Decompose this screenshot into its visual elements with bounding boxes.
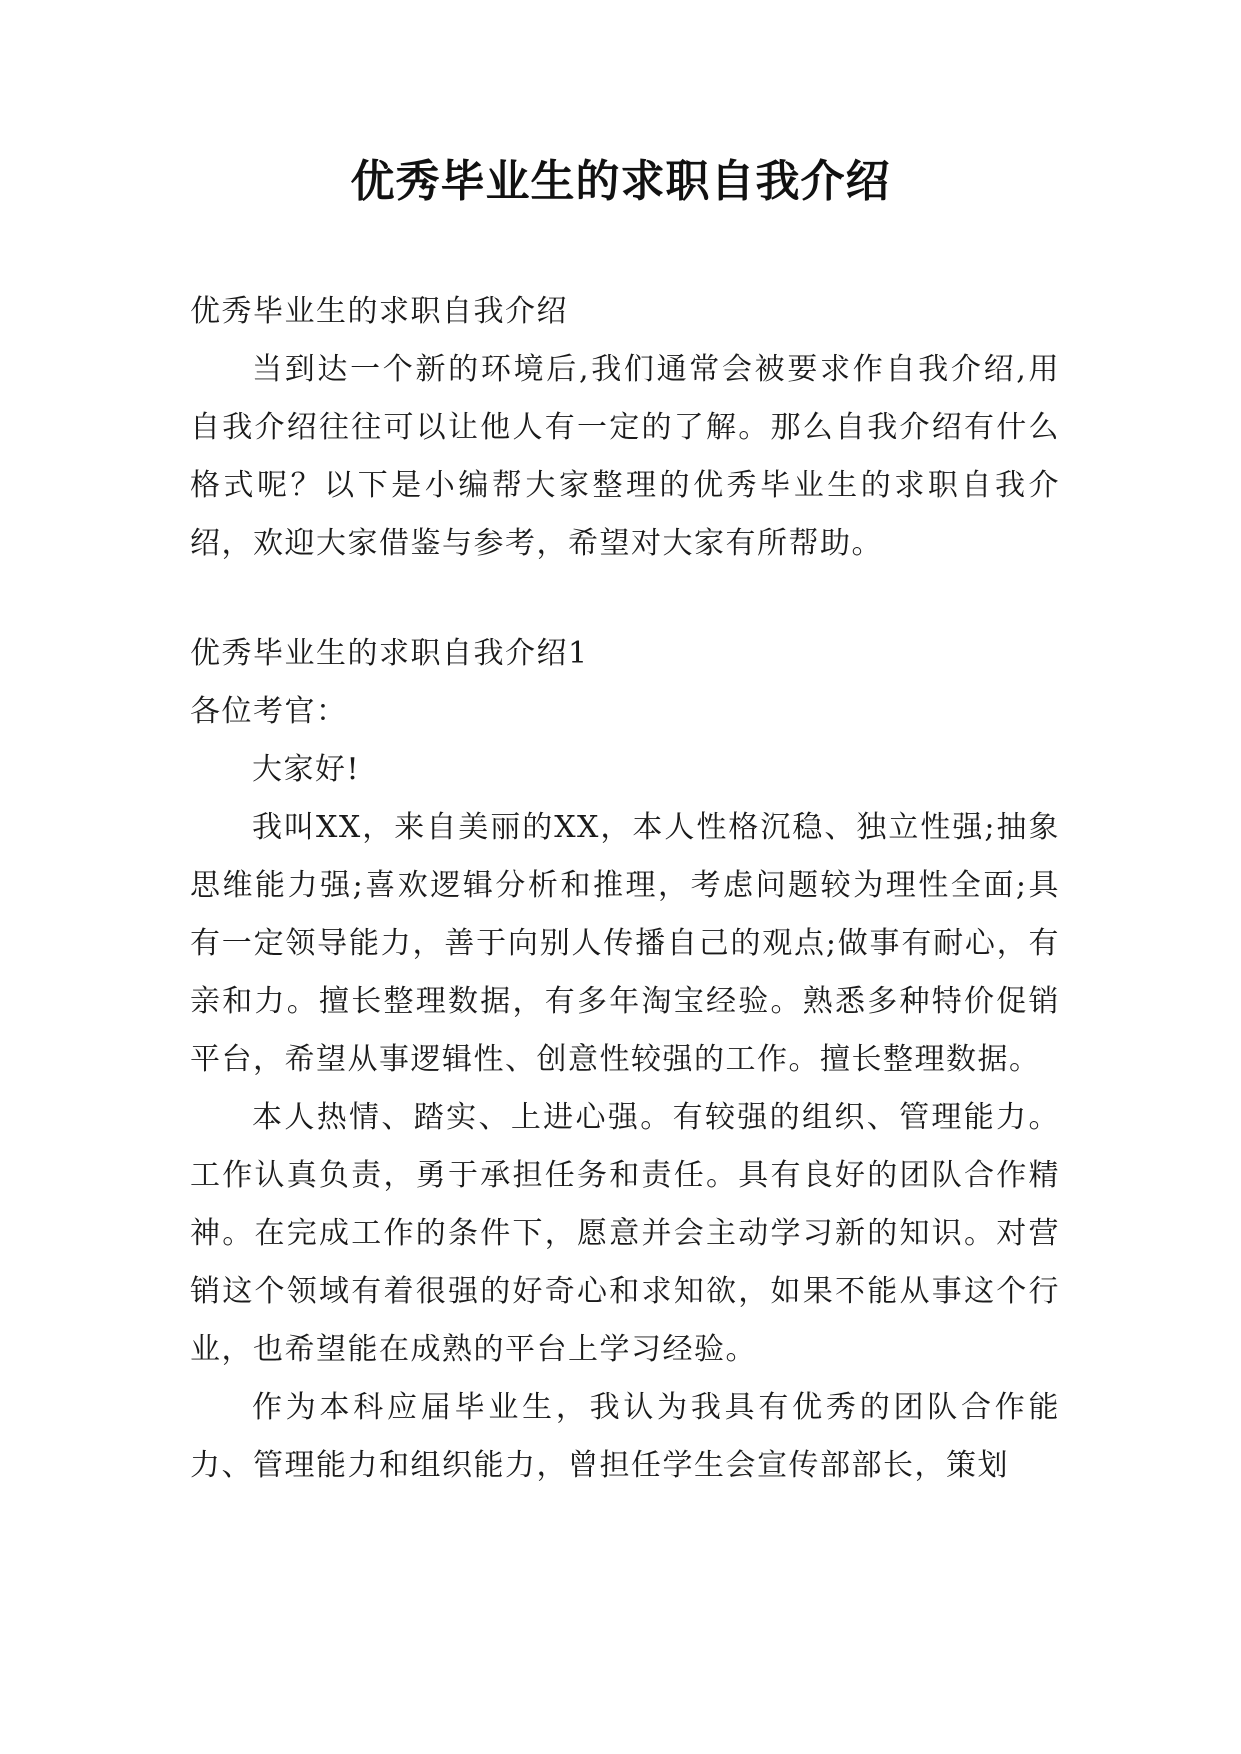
document-subtitle: 优秀毕业生的求职自我介绍 [190,294,568,329]
intro-paragraph: 当到达一个新的环境后,我们通常会被要求作自我介绍,用自我介绍往往可以让他人有一定的了解。那么自我介绍有什么格式呢？以下是小编帮大家整理的优秀毕业生的求职自我介绍，欢迎大家借鉴与参考，希望对大家有所帮助。 [190,352,1060,561]
greeting: 大家好! [252,752,361,787]
body-paragraph: 本人热情、踏实、上进心强。有较强的组织、管理能力。工作认真负责，勇于承担任务和责任。具有良好的团队合作精神。在完成工作的条件下，愿意并会主动学习新的知识。对营销这个领域有着很强的好奇心和求知欲，如果不能从事这个行业，也希望能在成熟的平台上学习经验。 [190,1100,1060,1367]
document-body [190,283,1060,1495]
salutation: 各位考官： [190,694,348,729]
body-paragraph: 作为本科应届毕业生，我认为我具有优秀的团队合作能力、管理能力和组织能力，曾担任学生会宣传部部长，策划 [190,1390,1060,1483]
document-title: 优秀毕业生的求职自我介绍 [350,156,891,207]
section-spacer [190,573,1060,625]
body-paragraph: 我叫XX，来自美丽的XX，本人性格沉稳、独立性强;抽象思维能力强;喜欢逻辑分析和推理，考虑问题较为理性全面;具有一定领导能力，善于向别人传播自己的观点;做事有耐心，有亲和力。擅长整理数据，有多年淘宝经验。熟悉多种特价促销平台，希望从事逻辑性、创意性较强的工作。擅长整理数据。 [190,810,1060,1077]
section-heading: 优秀毕业生的求职自我介绍1 [190,636,589,671]
